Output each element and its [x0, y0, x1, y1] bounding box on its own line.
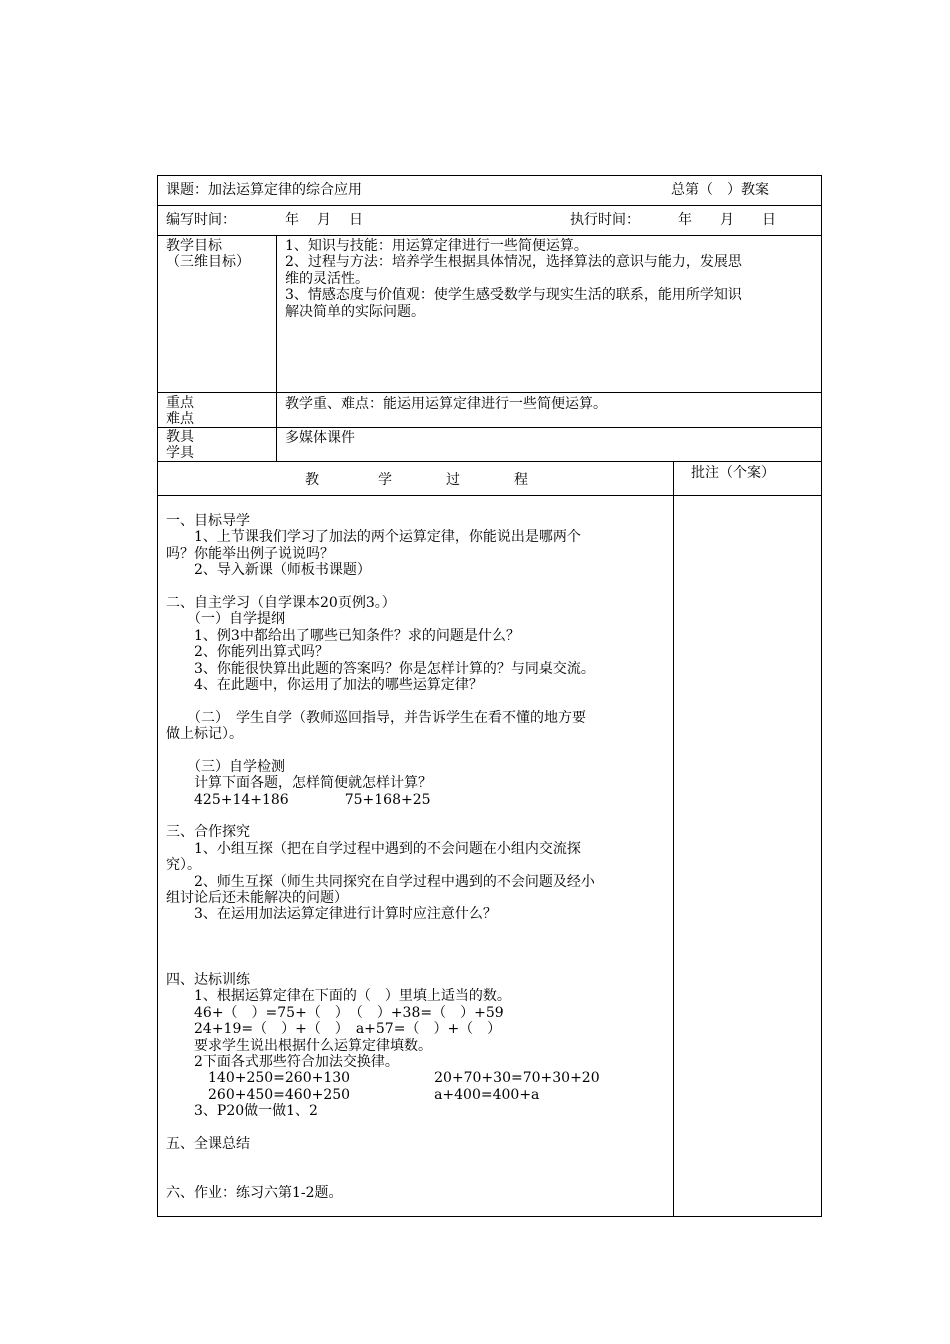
body-line: 四、达标训练: [166, 971, 250, 988]
label-column-divider: [276, 235, 277, 461]
body-line: （二） 学生自学（教师巡回指导，并告诉学生在看不懂的地方要: [166, 709, 586, 726]
body-line: 425+14+186 75+168+25: [166, 791, 431, 808]
process-heading-char: 程: [514, 472, 528, 488]
body-line: 140+250=260+130 20+70+30=70+30+20: [166, 1070, 600, 1087]
body-line: [166, 1169, 600, 1185]
body-line: 2、你能列出算式吗？: [166, 644, 329, 661]
row-divider-5: [157, 461, 822, 462]
body-line: 六、作业：练习六第1-2题。: [166, 1185, 343, 1202]
body-line: [166, 1119, 600, 1135]
body-line: 五、全课总结: [166, 1135, 250, 1152]
exec-time-label: 执行时间：: [570, 212, 640, 228]
learning-tools-label: 学具: [166, 445, 194, 461]
body-line: [166, 742, 600, 758]
body-line: 做上标记）。: [166, 726, 243, 743]
body-line: [166, 956, 600, 972]
body-line: 260+450=460+250 a+400=400+a: [166, 1086, 540, 1103]
body-line: 一、目标导学: [166, 513, 250, 529]
row-divider-3: [157, 392, 822, 393]
write-time-label: 编写时间：: [166, 212, 236, 228]
body-line: 吗？你能举出例子说说吗？: [166, 545, 334, 562]
body-line: [166, 808, 600, 824]
objectives-text: [285, 238, 742, 320]
row-divider-1: [157, 205, 822, 206]
plan-number: 总第（ ）教案: [671, 182, 769, 198]
objective-line: 维的灵活性。: [285, 270, 369, 287]
body-line: 1、例3中都给出了哪些已知条件？求的问题是什么？: [166, 627, 520, 644]
process-heading-char: 过: [446, 472, 460, 488]
objectives-label: 教学目标: [166, 238, 222, 254]
notes-column-divider: [673, 461, 674, 1217]
notes-label: 批注（个案）: [691, 465, 775, 481]
body-line: 2下面各式那些符合加法交换律。: [166, 1053, 399, 1070]
difficult-points-label: 难点: [166, 411, 194, 427]
body-line: 1、小组互探（把在自学过程中遇到的不会问题在小组内交流探: [166, 840, 581, 857]
body-line: 24+19=（ ）+（ ） a+57=（ ）+（ ）: [166, 1021, 502, 1038]
table-border-left: [157, 175, 158, 1217]
exec-time-date: 年 月 日: [678, 212, 776, 228]
body-line: （三）自学检测: [166, 758, 285, 775]
body-line: 4、在此题中，你运用了加法的哪些运算定律？: [166, 676, 483, 693]
key-points-text: 教学重、难点：能运用运算定律进行一些简便运算。: [285, 396, 607, 412]
body-line: 二、自主学习（自学课本20页例3。）: [166, 594, 396, 611]
table-border-top: [157, 175, 822, 176]
objective-line: 1、知识与技能：用运算定律进行一些简便运算。: [285, 238, 588, 254]
row-divider-6: [157, 495, 822, 496]
write-time-date: 年 月 日: [285, 212, 365, 228]
body-line: 究）。: [166, 857, 201, 874]
body-line: [166, 923, 600, 939]
objective-line: 解决简单的实际问题。: [285, 303, 425, 320]
objective-line: 2、过程与方法：培养学生根据具体情况，选择算法的意识与能力，发展思: [285, 254, 742, 271]
body-line: 3、你能很快算出此题的答案吗？你是怎样计算的？与同桌交流。: [166, 660, 595, 677]
body-line: 3、P20做一做1、2: [166, 1103, 318, 1120]
body-line: 1、根据运算定律在下面的（ ）里填上适当的数。: [166, 988, 511, 1005]
objectives-sublabel: （三维目标）: [166, 254, 250, 270]
body-line: 2、师生互探（师生共同探究在自学过程中遇到的不会问题及经小: [166, 873, 595, 890]
process-heading-char: 学: [378, 472, 392, 488]
body-line: 46+（ ）=75+（ ） （ ）+38=（ ）+59: [166, 1004, 504, 1021]
body-line: 计算下面各题，怎样简便就怎样计算？: [166, 775, 432, 792]
body-line: 1、上节课我们学习了加法的两个运算定律，你能说出是哪两个: [166, 529, 581, 546]
teaching-tools-label: 教具: [166, 429, 194, 445]
body-line: [166, 693, 600, 709]
process-heading-char: 教: [305, 472, 319, 488]
body-line: 要求学生说出根据什么运算定律填数。: [166, 1037, 432, 1054]
body-line: [166, 579, 600, 595]
topic-title: 课题：加法运算定律的综合应用: [166, 182, 362, 198]
body-line: 组讨论后还未能解决的问题）: [166, 889, 348, 906]
body-line: [166, 939, 600, 955]
body-line: [166, 1152, 600, 1168]
lesson-body: [166, 513, 600, 1201]
row-divider-2: [157, 235, 822, 236]
objective-line: 3、情感态度与价值观：使学生感受数学与现实生活的联系，能用所学知识: [285, 287, 742, 304]
body-line: 3、在运用加法运算定律进行计算时应注意什么？: [166, 906, 497, 923]
row-divider-4: [157, 427, 822, 428]
tools-text: 多媒体课件: [285, 430, 355, 446]
body-line: 三、合作探究: [166, 824, 250, 841]
body-line: （一）自学提纲: [166, 611, 285, 628]
table-border-bottom: [157, 1216, 822, 1217]
body-line: 2、导入新课（师板书课题）: [166, 562, 371, 579]
table-border-right: [821, 175, 822, 1217]
key-points-label: 重点: [166, 395, 194, 411]
